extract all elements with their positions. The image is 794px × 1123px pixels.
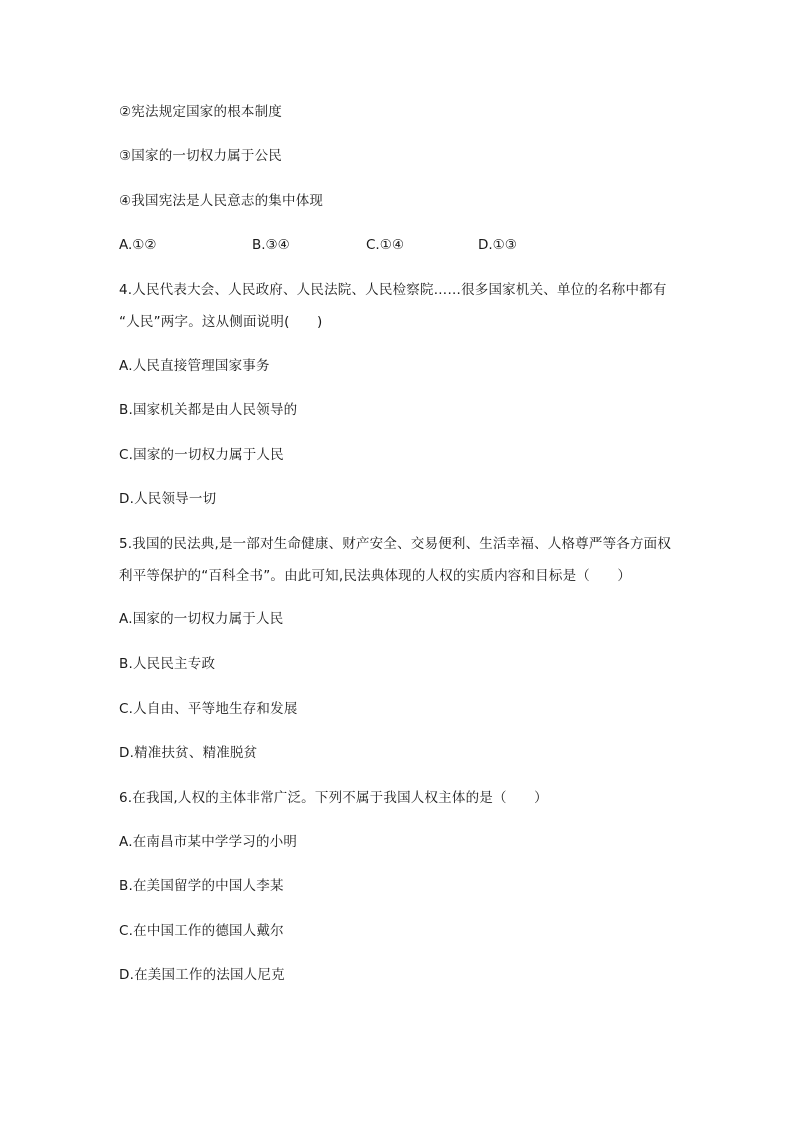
q6-option-d: D.在美国工作的法国人尼克 <box>119 967 285 983</box>
q4-option-a: A.人民直接管理国家事务 <box>119 358 270 374</box>
q6-option-b: B.在美国留学的中国人李某 <box>119 878 284 894</box>
q4-stem-line2: “人民”两字。这从侧面说明( ) <box>119 314 323 330</box>
statement-2: ②宪法规定国家的根本制度 <box>119 104 283 120</box>
q3-option-a: A.①② <box>119 237 157 253</box>
q4-option-c: C.国家的一切权力属于人民 <box>119 447 284 463</box>
q5-stem-line1: 5.我国的民法典,是一部对生命健康、财产安全、交易便利、生活幸福、人格尊严等各方面权 <box>119 536 672 552</box>
q4-option-b: B.国家机关都是由人民领导的 <box>119 402 298 418</box>
q4-option-d: D.人民领导一切 <box>119 491 217 507</box>
q4-stem-line1: 4.人民代表大会、人民政府、人民法院、人民检察院……很多国家机关、单位的名称中都有 <box>119 282 667 298</box>
q5-option-d: D.精准扶贫、精准脱贫 <box>119 745 258 761</box>
q3-option-c: C.①④ <box>366 237 404 253</box>
q3-option-b: B.③④ <box>252 237 290 253</box>
statement-4: ④我国宪法是人民意志的集中体现 <box>119 193 324 209</box>
statement-3: ③国家的一切权力属于公民 <box>119 148 283 164</box>
q6-option-a: A.在南昌市某中学学习的小明 <box>119 834 298 850</box>
q6-stem: 6.在我国,人权的主体非常广泛。下列不属于我国人权主体的是（ ） <box>119 790 548 806</box>
q3-option-d: D.①③ <box>478 237 517 253</box>
q6-option-c: C.在中国工作的德国人戴尔 <box>119 923 284 939</box>
q5-option-b: B.人民民主专政 <box>119 656 216 672</box>
q5-stem-line2: 利平等保护的“百科全书”。由此可知,民法典体现的人权的实质内容和目标是（ ） <box>119 568 632 584</box>
q5-option-a: A.国家的一切权力属于人民 <box>119 611 284 627</box>
q5-option-c: C.人自由、平等地生存和发展 <box>119 701 298 717</box>
